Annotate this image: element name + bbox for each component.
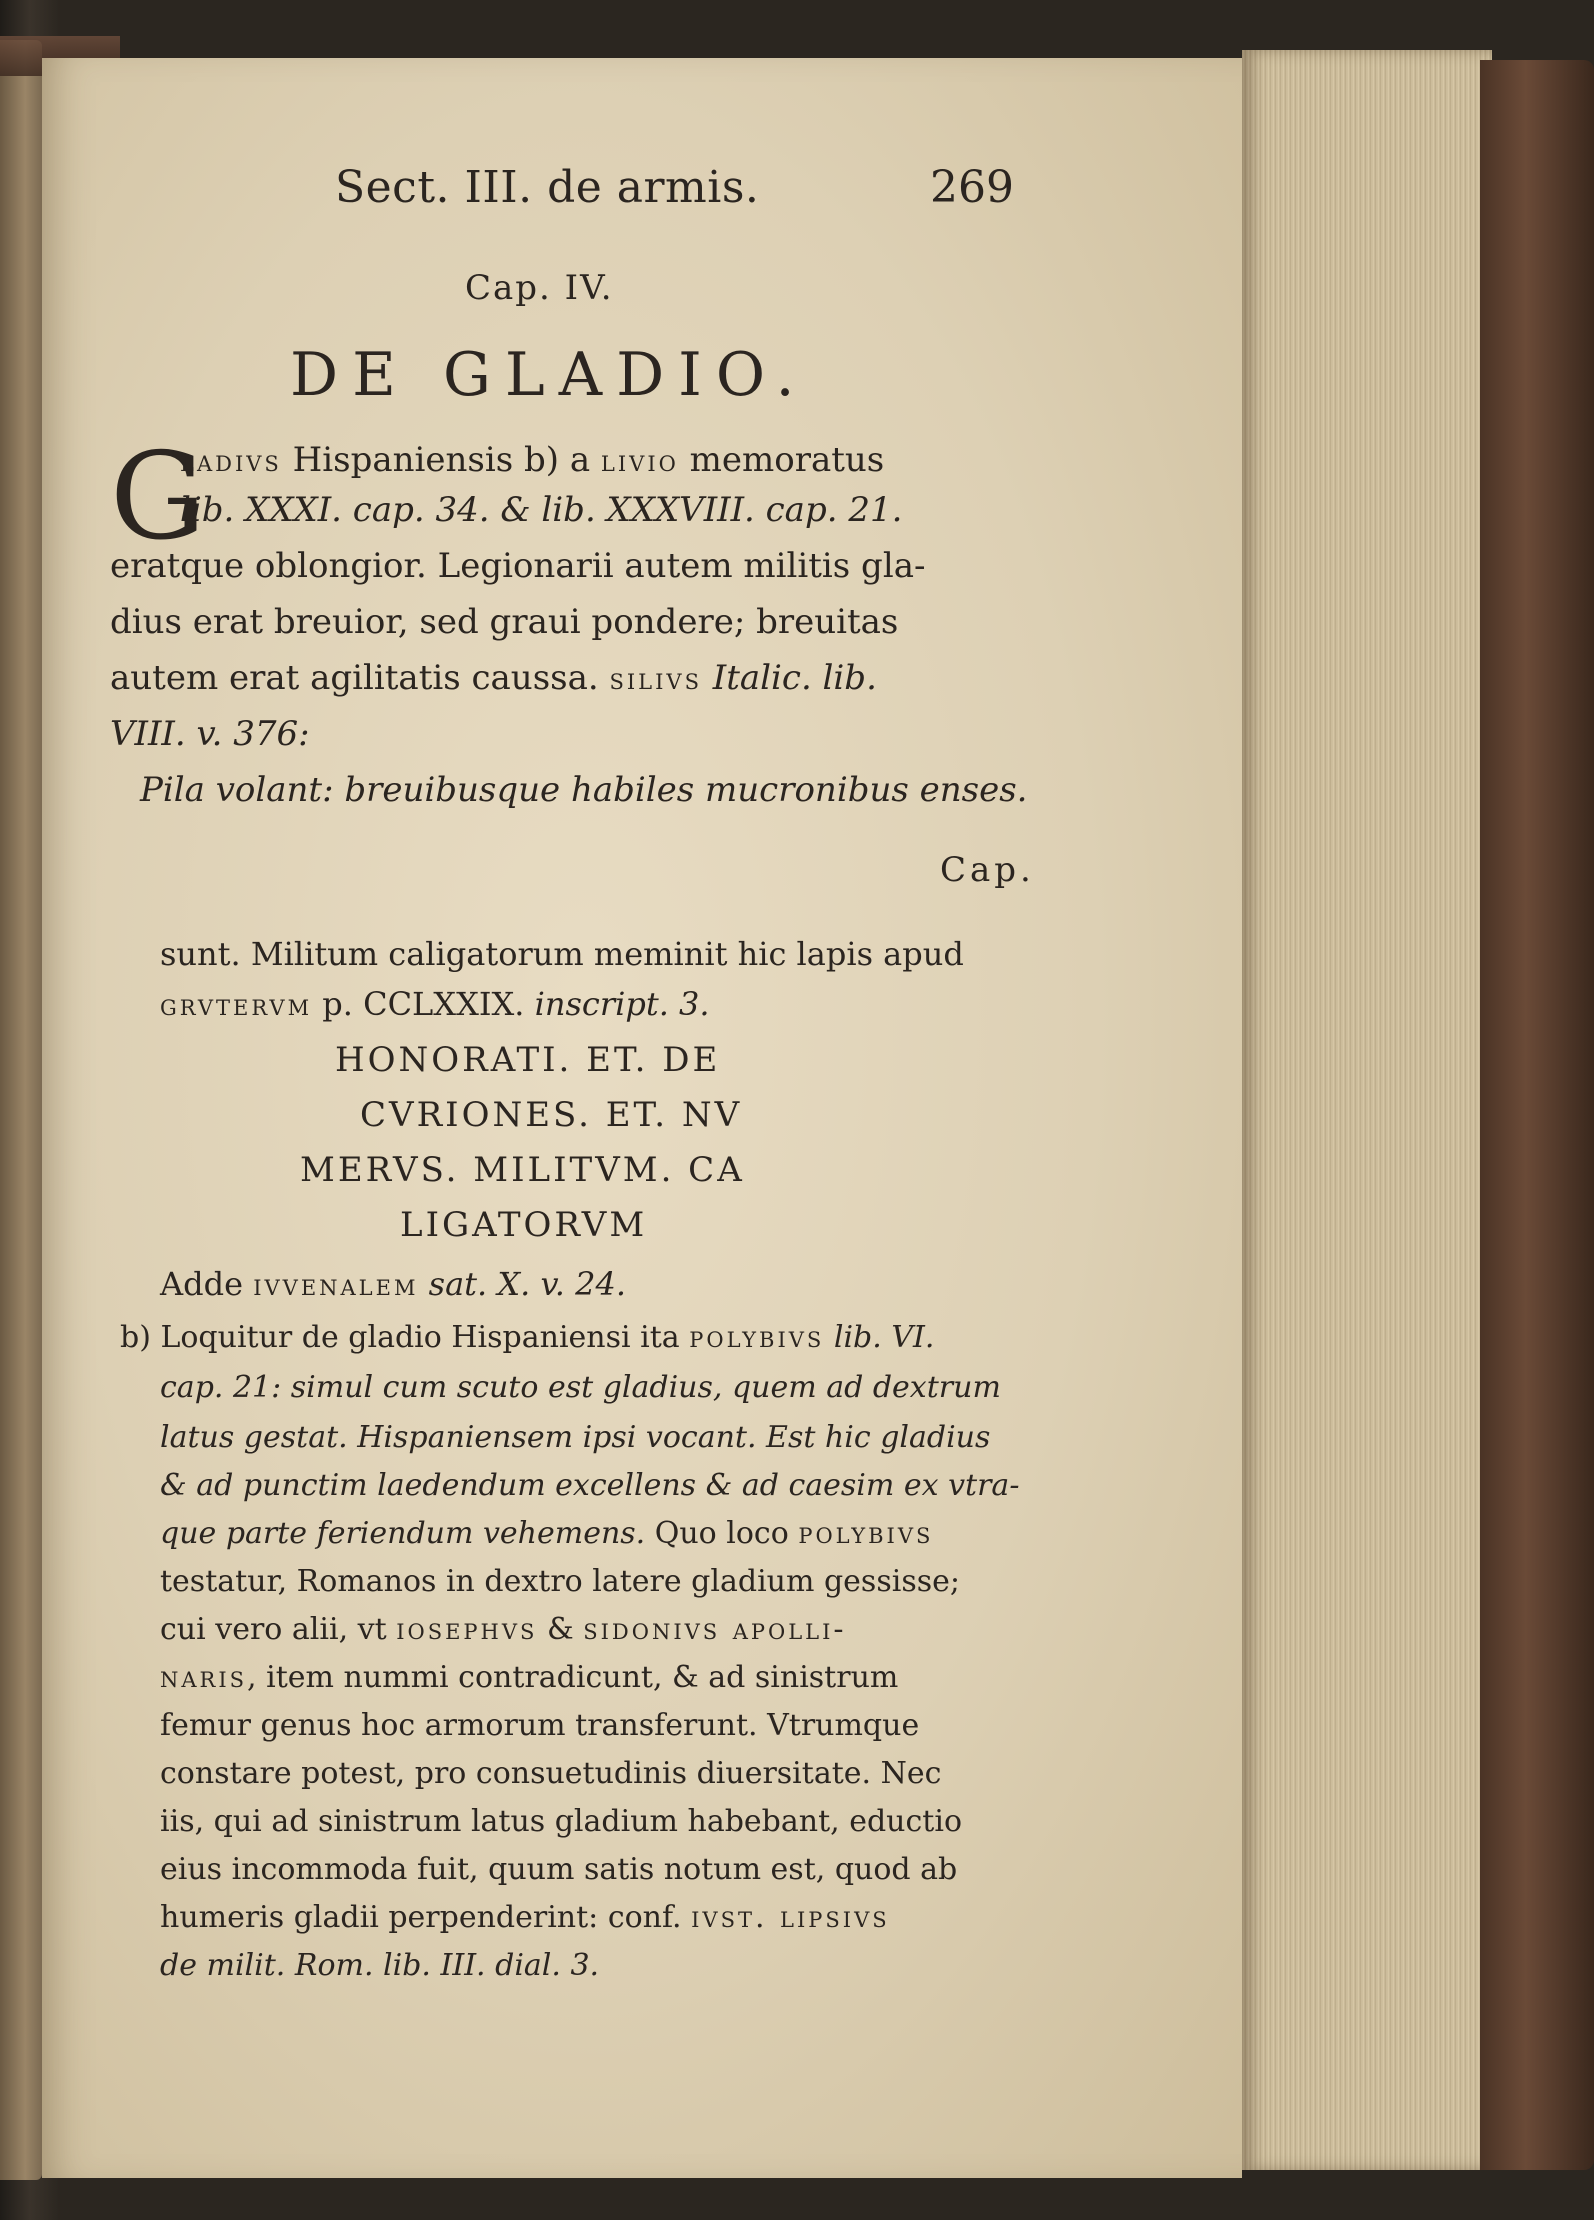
small-caps-word: ladivs — [180, 444, 282, 479]
inscription-line: CVRIONES. ET. NV — [360, 1095, 743, 1135]
chapter-heading: Cap. IV. — [465, 268, 614, 308]
adde-line — [160, 1265, 626, 1303]
text-span: Italic. lib. — [701, 658, 877, 698]
body-line: dius erat breuior, sed graui pondere; breuitas — [110, 602, 899, 642]
inscription-line: MERVS. MILITVM. CA — [300, 1150, 745, 1190]
footnote-line — [160, 1612, 847, 1647]
chapter-title: DE GLADIO. — [290, 340, 809, 410]
footnote-line — [160, 1660, 898, 1695]
footnote-line — [160, 1516, 933, 1551]
note-line: sunt. Militum caligatorum meminit hic lapis apud — [160, 935, 964, 973]
footnote-line: latus gestat. Hispaniensem ipsi vocant. Est hic gladius — [160, 1420, 991, 1455]
text-span: lib. VI. — [824, 1320, 935, 1355]
author-name: grvtervm — [160, 988, 313, 1023]
author-name: silivs — [609, 662, 702, 697]
text-span: que parte feriendum vehemens. — [160, 1516, 646, 1551]
footnote-line: constare potest, pro consuetudinis diuersitate. Nec — [160, 1756, 942, 1791]
author-name: polybivs — [798, 1516, 934, 1551]
author-name: iosephvs — [396, 1612, 538, 1647]
drop-cap: G — [110, 428, 206, 567]
footnote-line: de milit. Rom. lib. III. dial. 3. — [160, 1948, 600, 1983]
footnote-line — [120, 1320, 934, 1355]
text-span: Quo loco — [645, 1516, 799, 1551]
body-line: eratque oblongior. Legionarii autem militis gla- — [110, 546, 926, 586]
verse-quote: Pila volant: breuibusque habiles mucronibus enses. — [140, 770, 1028, 810]
footnote-line: iis, qui ad sinistrum latus gladium habebant, eductio — [160, 1804, 963, 1839]
note-line — [160, 985, 710, 1023]
inscription-line: LIGATORVM — [400, 1205, 648, 1245]
author-name: livio — [600, 444, 679, 479]
author-name: polybivs — [689, 1320, 825, 1355]
author-name: sidonivs apolli- — [583, 1612, 847, 1647]
text-span: p. CCLXXIX. — [312, 985, 535, 1023]
text-span: inscript. 3. — [534, 985, 710, 1023]
footnote-line — [160, 1900, 890, 1935]
footnote-line: & ad punctim laedendum excellens & ad caesim ex vtra- — [160, 1468, 1020, 1503]
book-cover — [1480, 60, 1594, 2170]
text-span: & — [537, 1612, 584, 1647]
footnote-line: cap. 21: simul cum scuto est gladius, quem ad dextrum — [160, 1370, 1001, 1405]
text-span: sat. X. v. 24. — [418, 1265, 626, 1303]
footnote-line: eius incommoda fuit, quum satis notum est, quod ab — [160, 1852, 958, 1887]
author-name: ivst. lipsivs — [691, 1900, 890, 1935]
text-span: b) Loquitur de gladio Hispaniensi ita — [120, 1320, 690, 1355]
text-span: autem erat agilitatis caussa. — [110, 658, 610, 698]
footnote-line: femur genus hoc armorum transferunt. Vtrumque — [160, 1708, 920, 1743]
text-span: Adde — [160, 1265, 254, 1303]
body-line — [180, 440, 884, 480]
text-span: Hispaniensis b) a — [281, 440, 601, 480]
author-name: naris — [160, 1660, 248, 1695]
body-line — [110, 658, 877, 698]
text-span: cui vero alii, vt — [160, 1612, 397, 1647]
page-number: 269 — [930, 162, 1014, 213]
inscription-line: HONORATI. ET. DE — [335, 1040, 721, 1080]
body-line: lib. XXXI. cap. 34. & lib. XXXVIII. cap. 21. — [180, 490, 903, 530]
text-span: , item nummi contradicunt, & ad sinistrum — [247, 1660, 899, 1695]
body-line: VIII. v. 376: — [110, 714, 310, 754]
running-header: Sect. III. de armis. — [335, 162, 760, 213]
catchword: Cap. — [940, 850, 1035, 890]
text-span: humeris gladii perpenderint: conf. — [160, 1900, 692, 1935]
page-fore-edge — [1242, 50, 1492, 2170]
facing-page-edge — [0, 40, 42, 2180]
footnote-line: testatur, Romanos in dextro latere gladium gessisse; — [160, 1564, 960, 1599]
text-span: memoratus — [678, 440, 885, 480]
author-name: ivvenalem — [253, 1268, 419, 1303]
